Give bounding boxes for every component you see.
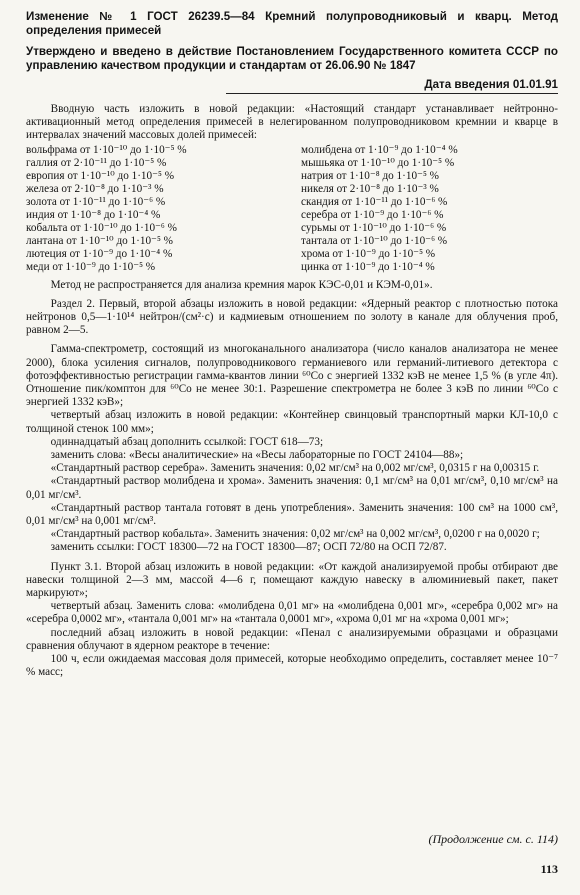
range-row: европия от 1·10⁻¹⁰ до 1·10⁻⁵ %	[26, 169, 175, 182]
range-row: мышьяка от 1·10⁻¹⁰ до 1·10⁻⁵ %	[301, 156, 455, 169]
range-row: серебра от 1·10⁻⁹ до 1·10⁻⁶ %	[301, 209, 444, 222]
method-exclusion-paragraph: Метод не распространяется для анализа кремния марок КЭС-0,01 и КЭМ-0,01».	[50, 278, 433, 291]
tantalum-solution-paragraph: «Стандартный раствор тантала готовят в день употребления». Заменить значения: 100 см³ на 1000 см³, 0,01 мг/см³ на 0,001 мг/см³.	[26, 501, 558, 527]
range-row: вольфрама от 1·10⁻¹⁰ до 1·10⁻⁵ %	[26, 143, 187, 156]
range-row: сурьмы от 1·10⁻¹⁰ до 1·10⁻⁶ %	[301, 222, 447, 235]
silver-solution-paragraph: «Стандартный раствор серебра». Заменить значения: 0,02 мг/см³ на 0,002 мг/см³, 0,0315 г на 0,00315 г.	[50, 462, 540, 475]
last-paragraph-replacement: последний абзац изложить в новой редакции: «Пенал с анализируемыми образцами и образцами сравнения облучают в ядерном реакторе в течение:	[26, 626, 558, 652]
range-row: кобальта от 1·10⁻¹⁰ до 1·10⁻⁶ %	[26, 222, 177, 235]
reference-paragraph: одиннадцатый абзац дополнить ссылкой: ГОСТ 618—73;	[50, 435, 324, 448]
range-row: золота от 1·10⁻¹¹ до 1·10⁻⁶ %	[26, 195, 166, 208]
molybdenum-chromium-paragraph: «Стандартный раствор молибдена и хрома». Заменить значения: 0,1 мг/см³ на 0,01 мг/см³, 0,10 мг/см³ на 0,01 мг/см³.	[26, 475, 558, 501]
range-row: натрия от 1·10⁻⁸ до 1·10⁻⁵ %	[301, 169, 439, 182]
range-row: железа от 2·10⁻⁸ до 1·10⁻³ %	[26, 182, 164, 195]
effective-date-label: Дата введения	[424, 78, 510, 91]
cobalt-solution-paragraph: «Стандартный раствор кобальта». Заменить значения: 0,02 мг/см³ на 0,002 мг/см³, 0,0200 г на 0,0020 г;	[50, 528, 540, 541]
ranges-left-column	[26, 144, 283, 275]
references-replacement-paragraph: заменить ссылки: ГОСТ 18300—72 на ГОСТ 18300—87; ОСП 72/80 на ОСП 72/87.	[50, 541, 447, 554]
irradiation-time-paragraph: 100 ч, если ожидаемая массовая доля примесей, которые необходимо определить, составляет менее 10⁻⁷ % масс;	[26, 653, 558, 679]
intro-paragraph: Вводную часть изложить в новой редакции: «Настоящий стандарт устанавливает нейтронно-активационный метод определения примесей в нелегированном полупроводниковом кремнии и кварце в интервалах значений массовых долей примесей:	[26, 103, 558, 142]
range-row: тантала от 1·10⁻¹⁰ до 1·10⁻⁶ %	[301, 235, 448, 248]
spectrometer-paragraph: Гамма-спектрометр, состоящий из многоканального анализатора (число каналов анализатора не менее 2000), блока усиления сигналов, полупроводникового германиевого или германий-литиевого детектора с фотоэффективностью регистрации гамма-квантов линии ⁶⁰Co с энергией 1332 кэВ не менее 1,5 % (в угле 4π). Отношение пик/комптон для ⁶⁰Co не менее 30:1. Разрешение спектрометра не более 3 кэВ по линии ⁶⁰Co с энергией 1332 кэВ»;	[26, 343, 558, 409]
range-row: никеля от 2·10⁻⁸ до 1·10⁻³ %	[301, 182, 439, 195]
page-number: 113	[540, 862, 558, 876]
fourth-paragraph-replacement: четвертый абзац. Заменить слова: «молибдена 0,01 мг» на «молибдена 0,001 мг», «серебра 0,002 мг» на «серебра 0,0002 мг», «тантала 0,001 мг» на «тантала 0,0001 мг», «хрома 0,01 мг на «хрома 0,001 мг»;	[26, 600, 558, 626]
scales-paragraph: заменить слова: «Весы аналитические» на «Весы лабораторные по ГОСТ 24104—88»;	[50, 448, 464, 461]
item-3-1-paragraph: Пункт 3.1. Второй абзац изложить в новой редакции: «От каждой анализируемой пробы отбирают две навески толщиной 2—3 мм, массой 4—6 г, помещают каждую навеску в алюминиевый пакет, пакет маркируют»;	[26, 560, 558, 600]
continuation-note: (Продолжение см. с. 114)	[428, 832, 558, 846]
effective-date-value: 01.01.91	[512, 78, 558, 91]
range-row: лютеция от 1·10⁻⁹ до 1·10⁻⁴ %	[26, 248, 173, 261]
range-row: индия от 1·10⁻⁸ до 1·10⁻⁴ %	[26, 209, 161, 222]
approval-statement: Утверждено и введено в действие Постановлением Государственного комитета СССР по управлению качеством продукции и стандартам от 26.06.90 № 1847	[26, 45, 558, 72]
range-row: галлия от 2·10⁻¹¹ до 1·10⁻⁵ %	[26, 156, 167, 169]
range-row: хрома от 1·10⁻⁹ до 1·10⁻⁵ %	[301, 248, 436, 261]
range-row: скандия от 1·10⁻¹¹ до 1·10⁻⁶ %	[301, 195, 448, 208]
section-2-paragraph: Раздел 2. Первый, второй абзацы изложить в новой редакции: «Ядерный реактор с плотностью потока нейтронов 0,5—1·10¹⁴ нейтрон/(см²·с) и кадмиевым отношением по золоту в канале для облучения проб, равном 2—5.	[26, 297, 558, 337]
amendment-title: Изменение № 1 ГОСТ 26239.5—84 Кремний полупроводниковый и кварц. Метод определения примесей	[26, 10, 558, 37]
ranges-right-column	[301, 144, 558, 275]
range-row: меди от 1·10⁻⁹ до 1·10⁻⁵ %	[26, 261, 156, 274]
range-row: молибдена от 1·10⁻⁹ до 1·10⁻⁴ %	[301, 143, 458, 156]
container-paragraph: четвертый абзац изложить в новой редакции: «Контейнер свинцовый транспортный марки КЛ-10,0 с толщиной стенок 100 мм»;	[26, 409, 558, 435]
date-underline	[226, 93, 558, 94]
range-row: цинка от 1·10⁻⁹ до 1·10⁻⁴ %	[301, 261, 435, 274]
range-row: лантана от 1·10⁻¹⁰ до 1·10⁻⁵ %	[26, 235, 173, 248]
effective-date	[26, 78, 558, 94]
impurity-ranges-table	[26, 144, 558, 275]
